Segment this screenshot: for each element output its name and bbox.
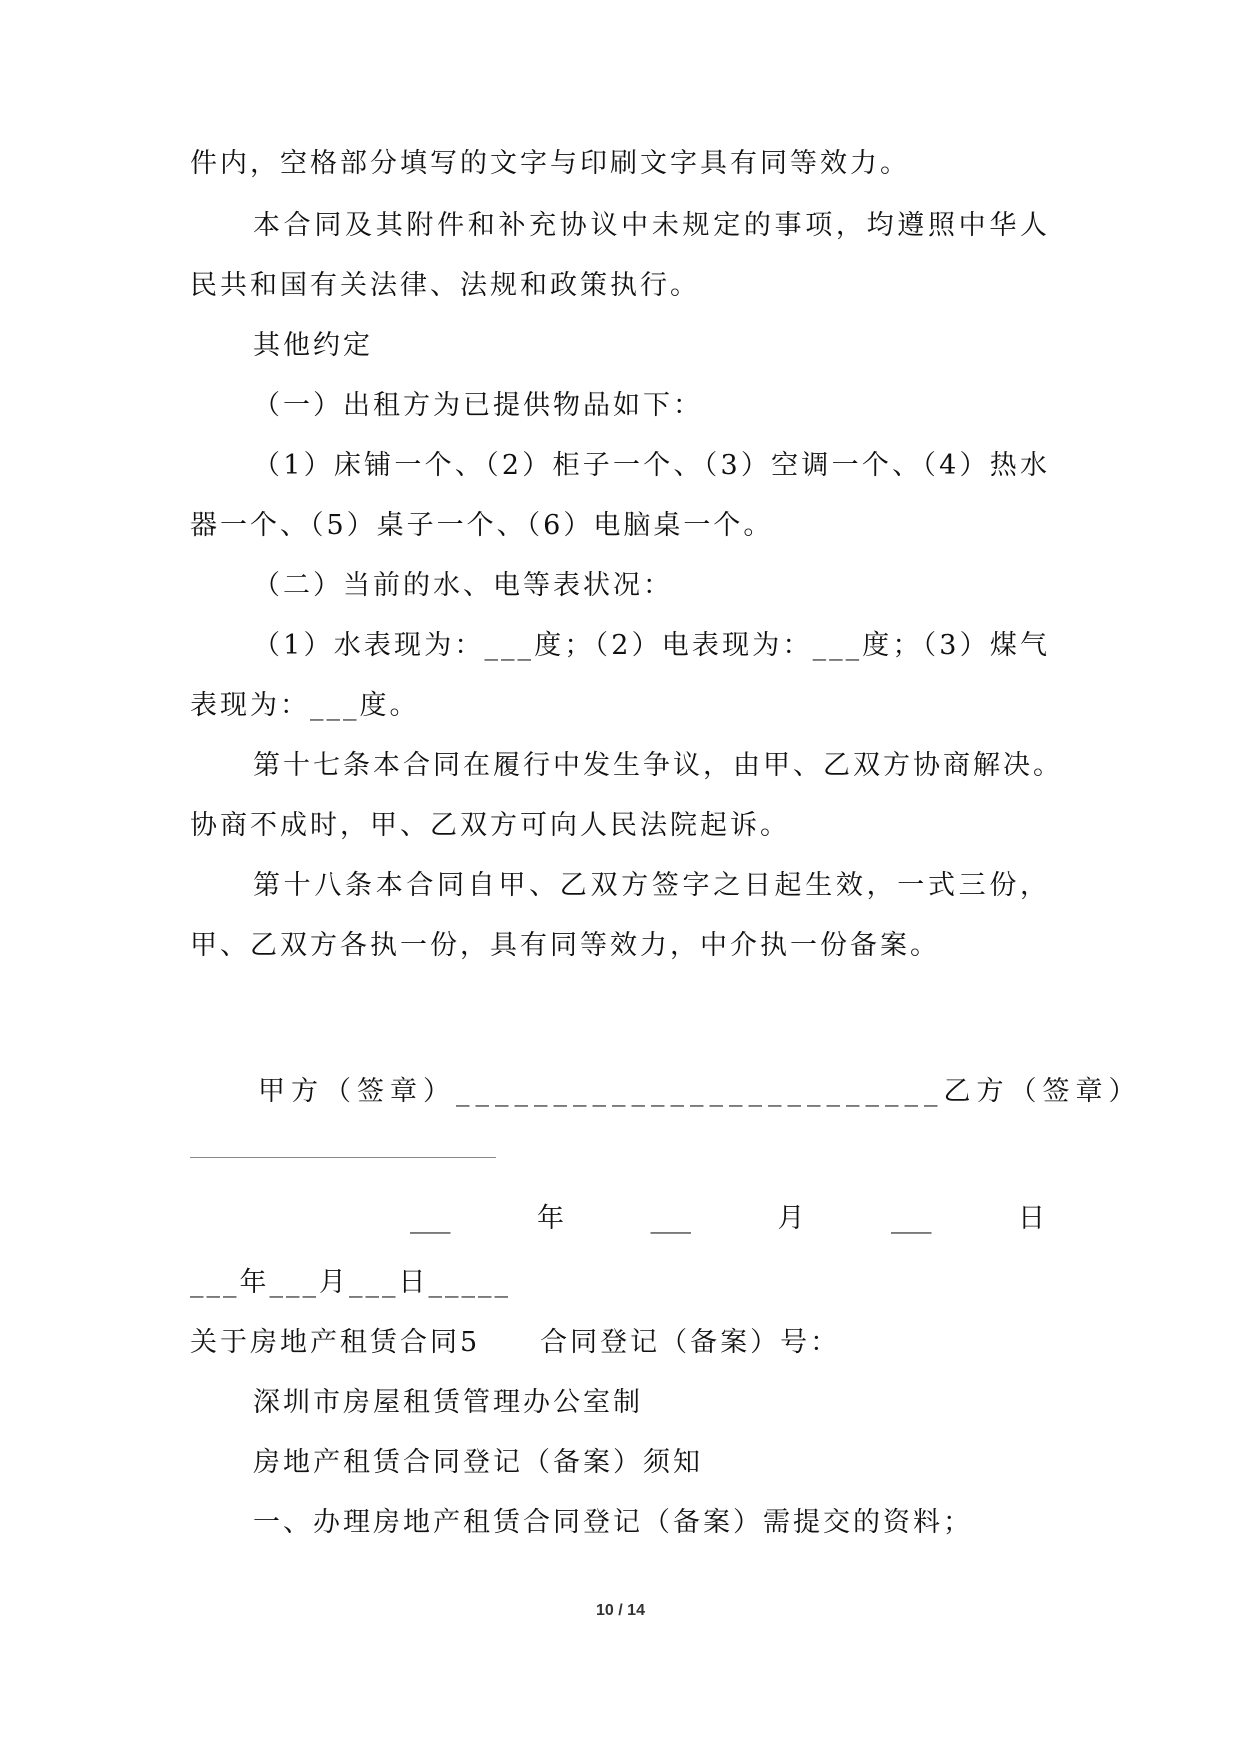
body-line: 表现为：___度。 [190, 690, 420, 721]
date-day-label: 日 [1018, 1203, 1045, 1234]
section-title: 关于房地产租赁合同5 合同登记（备案）号： [190, 1327, 841, 1358]
signature-line: 甲方（签章）_________________________乙方（签章） [258, 1076, 1142, 1107]
notice-item: 一、办理房地产租赁合同登记（备案）需提交的资料； [253, 1507, 973, 1538]
body-line: 器一个、（5）桌子一个、（6）电脑桌一个。 [190, 510, 774, 541]
body-line: 甲、乙双方各执一份，具有同等效力，中介执一份备案。 [190, 930, 940, 961]
body-line: （一）出租方为已提供物品如下： [253, 390, 703, 421]
date-row [410, 1199, 1045, 1239]
signature-rule [190, 1157, 496, 1158]
date-blank-year: ___ [410, 1203, 451, 1234]
date-line: ___年___月___日_____ [190, 1267, 511, 1298]
body-line: 协商不成时，甲、乙双方可向人民法院起诉。 [190, 810, 790, 841]
date-blank-day: ___ [891, 1203, 932, 1234]
date-blank-month: ___ [650, 1203, 691, 1234]
office-line: 深圳市房屋租赁管理办公室制 [253, 1387, 643, 1418]
body-line: 民共和国有关法律、法规和政策执行。 [190, 270, 700, 301]
body-line: 本合同及其附件和补充协议中未规定的事项，均遵照中华人 [253, 210, 1050, 241]
date-month-label: 月 [777, 1203, 805, 1234]
body-line: 其他约定 [253, 330, 373, 361]
body-line: 第十七条本合同在履行中发生争议，由甲、乙双方协商解决。 [253, 750, 1063, 781]
body-line: （1）水表现为：___度；（2）电表现为：___度；（3）煤气 [253, 630, 1050, 661]
body-line: （1）床铺一个、（2）柜子一个、（3）空调一个、（4）热水 [253, 450, 1050, 481]
body-line: （二）当前的水、电等表状况： [253, 570, 673, 601]
body-line: 第十八条本合同自甲、乙双方签字之日起生效，一式三份， [253, 870, 1050, 901]
notice-title: 房地产租赁合同登记（备案）须知 [253, 1447, 703, 1478]
date-year-label: 年 [537, 1203, 564, 1234]
body-line: 件内，空格部分填写的文字与印刷文字具有同等效力。 [190, 148, 910, 179]
page-number: 10 / 14 [596, 1602, 645, 1619]
